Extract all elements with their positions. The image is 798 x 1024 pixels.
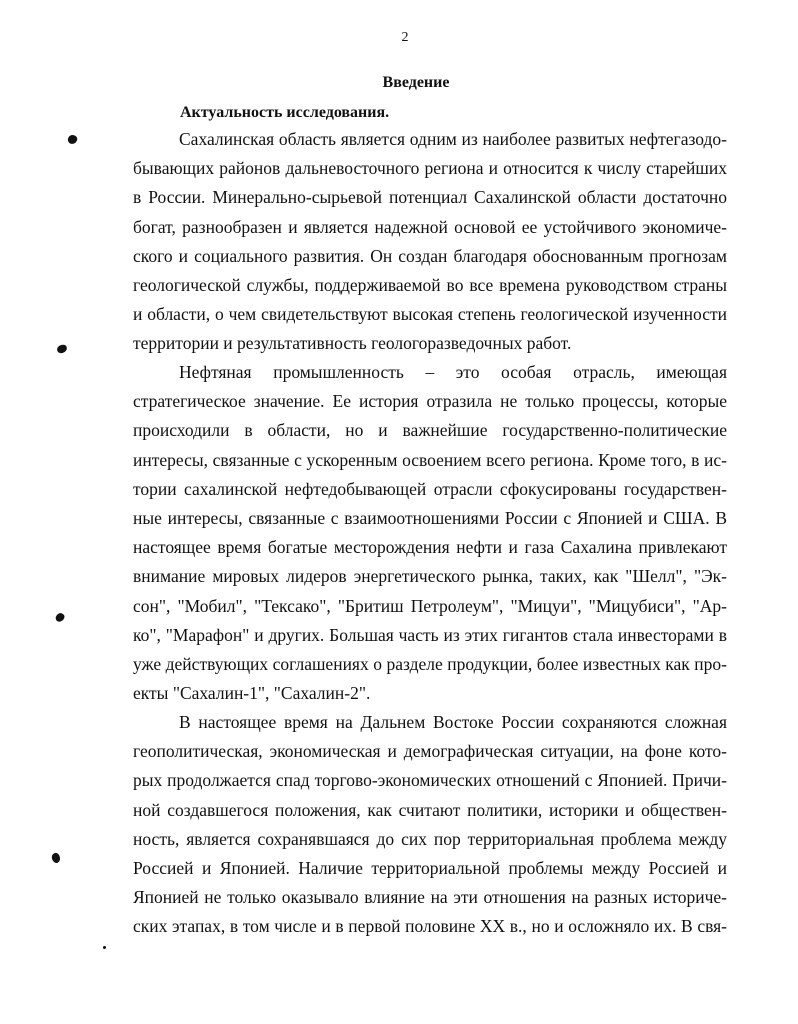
paragraph-2	[133, 358, 727, 708]
text-line: внимание мировых лидеров энергетического рынка, таких, как "Шелл", "Эк-	[133, 566, 727, 587]
text-line: происходили в области, но и важнейшие государственно-политические	[133, 420, 727, 441]
binding-hole-mark	[56, 344, 68, 354]
text-line: уже действующих соглашениях о разделе продукции, более известных как про-	[133, 653, 727, 674]
page-number: 2	[401, 30, 409, 45]
paragraph-1	[133, 125, 727, 359]
text-line: ко", "Марафон" и других. Большая часть из этих гигантов стала инвесторами в	[133, 624, 727, 645]
text-line: екты "Сахалин-1", "Сахалин-2".	[133, 683, 371, 704]
section-title: Введение	[382, 74, 450, 91]
text-line: Россией и Японией. Наличие территориальной проблемы между Россией и	[133, 857, 727, 878]
text-line: тории сахалинской нефтедобывающей отрасли сфокусированы государствен-	[133, 478, 727, 499]
paragraph-3	[133, 708, 727, 942]
text-line: богат, разнообразен и является надежной основой ее устойчивого экономиче-	[133, 216, 727, 237]
text-line: Сахалинская область является одним из наиболее развитых нефтегазодо-	[179, 129, 727, 149]
text-line: В настоящее время на Дальнем Востоке России сохраняются сложная	[179, 712, 727, 732]
scan-speck-mark	[103, 946, 106, 949]
text-line: бывающих районов дальневосточного региона и относится к числу старейших	[133, 158, 727, 179]
text-line: настоящее время богатые месторождения нефти и газа Сахалина привлекают	[133, 537, 727, 558]
text-line: Нефтяная промышленность – это особая отрасль, имеющая	[179, 362, 727, 382]
binding-hole-mark	[54, 612, 66, 624]
text-line: ные интересы, связанные с взаимоотношениями России с Японией и США. В	[133, 507, 727, 528]
text-line: Японией не только оказывало влияние на эти отношения на разных историче-	[133, 887, 727, 908]
section-subtitle: Актуальность исследования.	[180, 104, 390, 121]
text-line: геополитическая, экономическая и демографическая ситуации, на фоне кото-	[133, 741, 727, 762]
text-line: территории и результативность геологоразведочных работ.	[133, 333, 572, 354]
text-line: в России. Минерально-сырьевой потенциал Сахалинской области достаточно	[133, 187, 727, 208]
text-line: стратегическое значение. Ее история отразила не только процессы, которые	[133, 391, 727, 412]
text-line: ских этапах, в том числе и в первой половине XX в., но и осложняло их. В свя-	[133, 916, 727, 937]
binding-hole-mark	[50, 852, 61, 864]
text-line: интересы, связанные с ускоренным освоением всего региона. Кроме того, в ис-	[133, 449, 727, 470]
text-line: и области, о чем свидетельствуют высокая степень геологической изученности	[133, 304, 727, 325]
text-line: ского и социального развития. Он создан благодаря обоснованным прогнозам	[133, 245, 727, 266]
text-line: ность, является сохранявшаяся до сих пор территориальная проблема между	[133, 828, 727, 849]
text-line: ной создавшегося положения, как считают политики, историки и обществен-	[133, 799, 727, 820]
text-line: рых продолжается спад торгово-экономических отношений с Японией. Причи-	[133, 770, 727, 791]
text-line: сон", "Мобил", "Тексако", "Бритиш Петролеум", "Мицуи", "Мицубиси", "Ар-	[133, 595, 727, 616]
binding-hole-mark	[67, 134, 79, 146]
text-line: геологической службы, поддерживаемой во все времена руководством страны	[133, 274, 727, 295]
